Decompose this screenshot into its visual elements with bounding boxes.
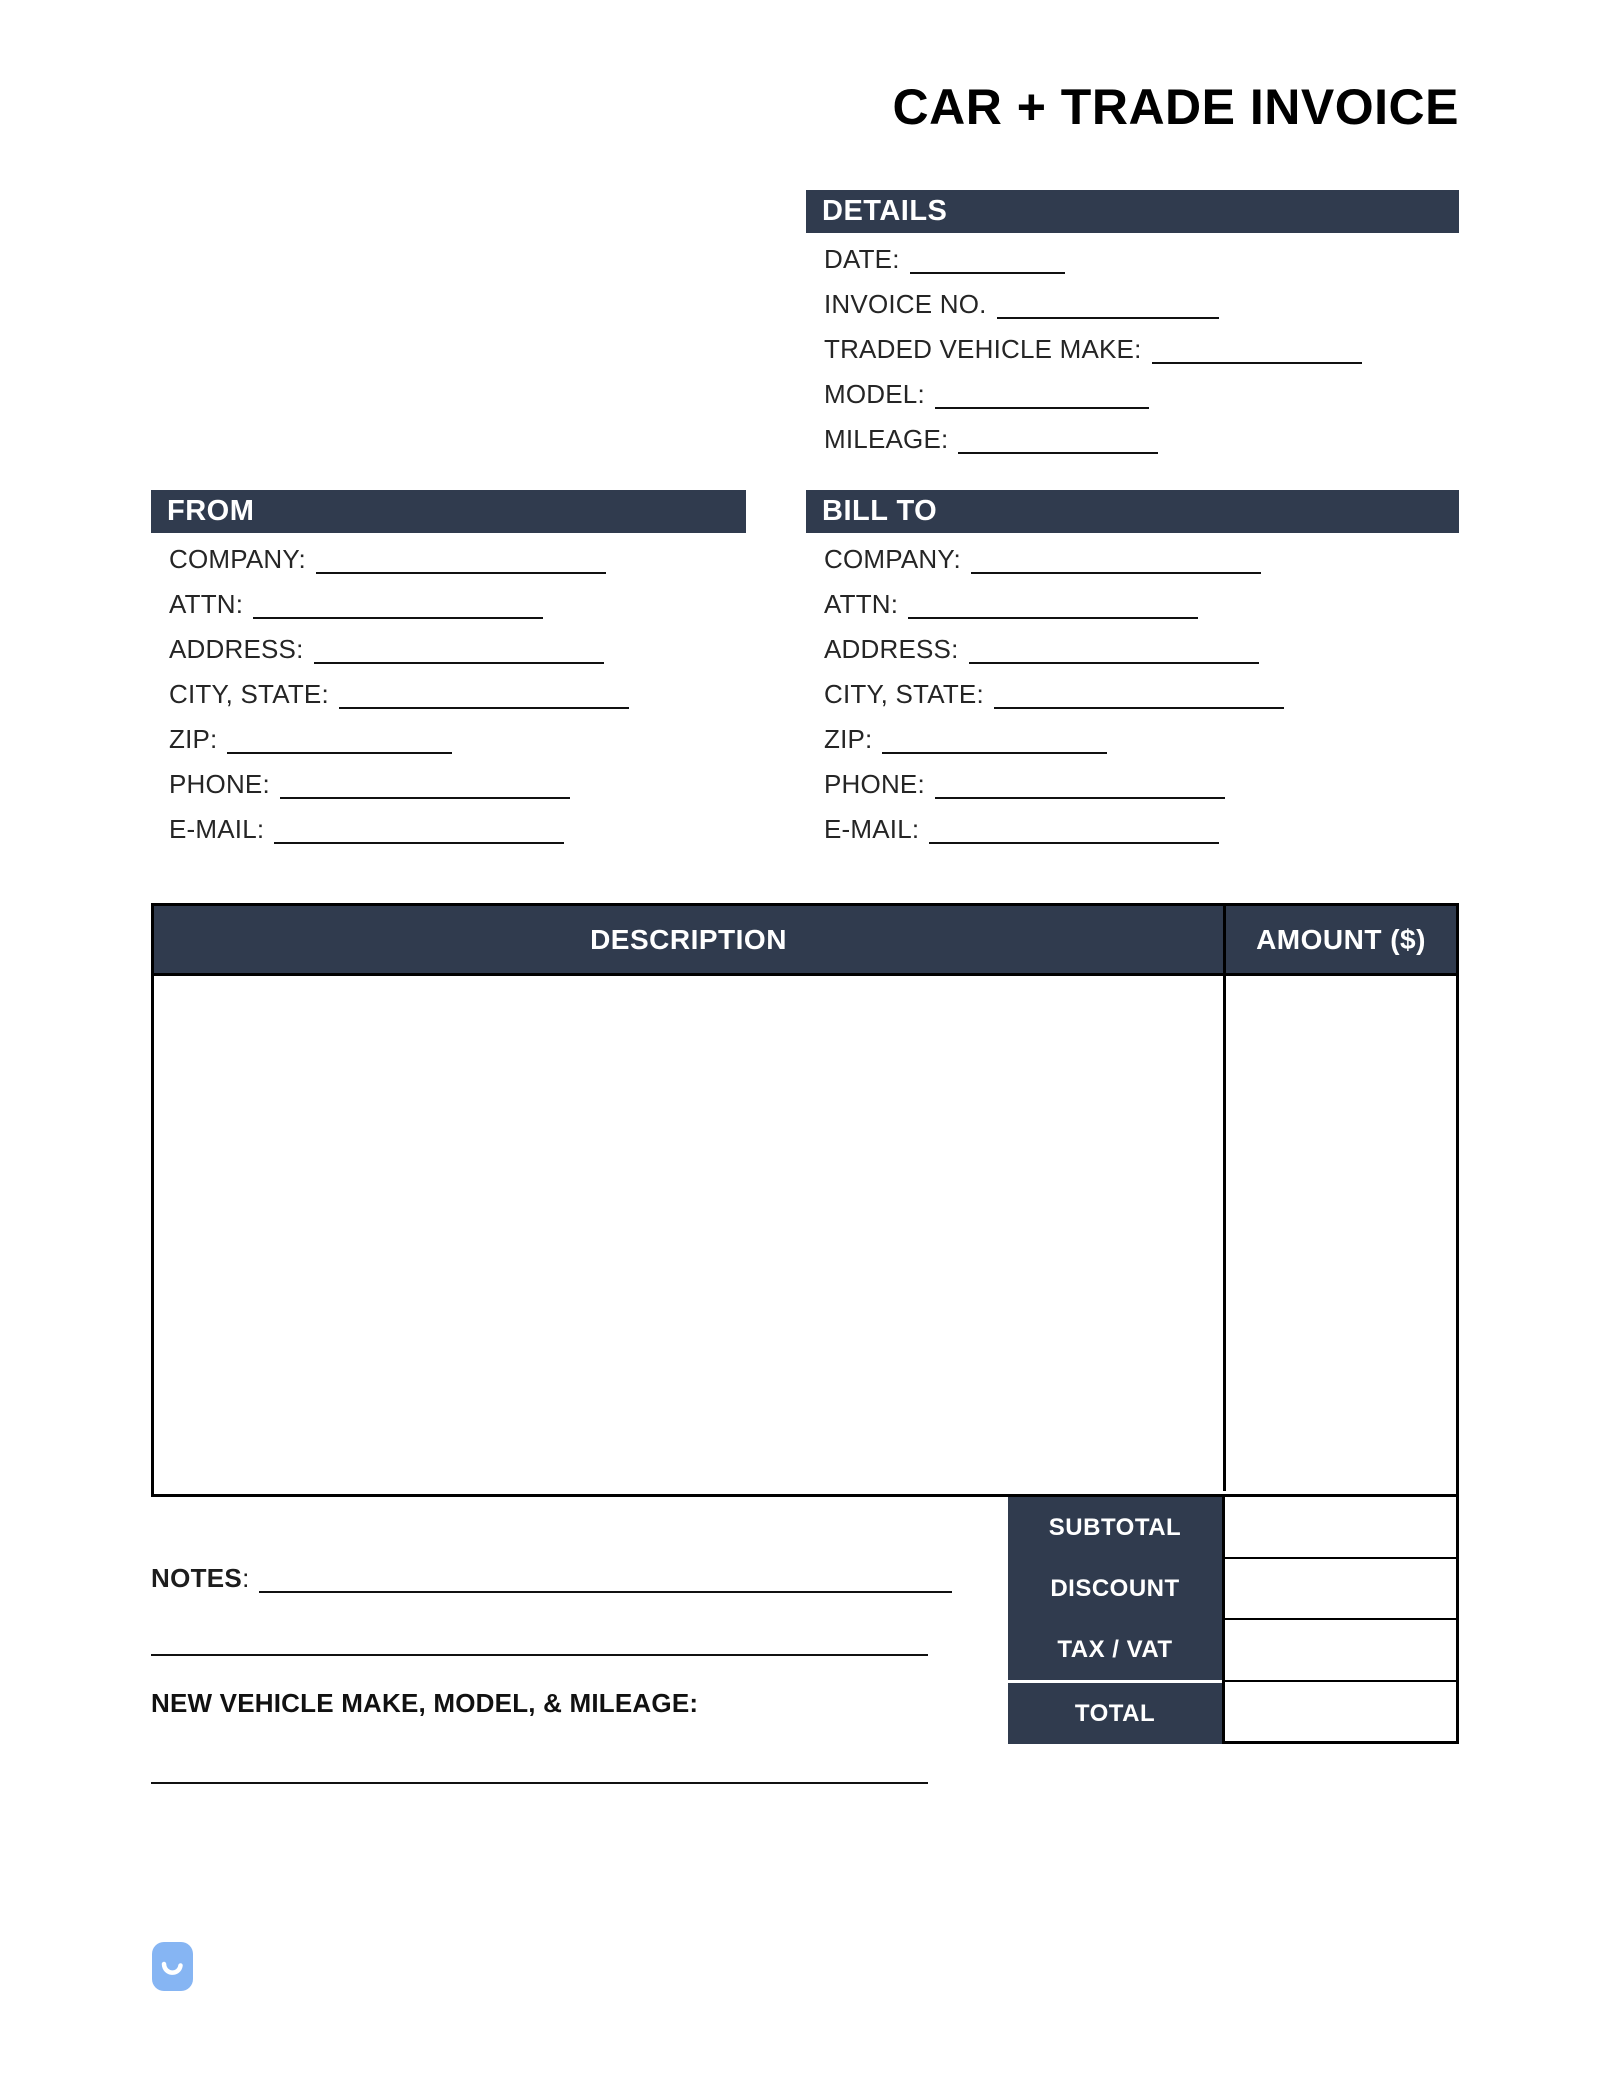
field-row-billto-city-state <box>824 671 1459 716</box>
details-fields <box>806 233 1459 461</box>
tax-vat-label: TAX / VAT <box>1057 1635 1173 1663</box>
mileage-input-line[interactable] <box>958 422 1158 454</box>
field-row-model <box>824 371 1459 416</box>
line-items-header-row <box>154 906 1456 976</box>
bill-to-section <box>806 490 1459 851</box>
subtotal-value-cell[interactable] <box>1225 1497 1456 1559</box>
field-label-mileage: MILEAGE: <box>824 424 949 454</box>
totals-label-group <box>1008 1497 1222 1680</box>
field-row-billto-email <box>824 806 1459 851</box>
smiley-logo-icon <box>152 1942 193 1991</box>
from-fields <box>151 533 746 851</box>
field-row-traded-vehicle-make <box>824 326 1459 371</box>
subtotal-label: SUBTOTAL <box>1048 1513 1182 1541</box>
field-label-billto-email: E-MAIL: <box>824 814 920 844</box>
from-attn-input-line[interactable] <box>253 587 543 619</box>
line-items-body <box>154 976 1456 1491</box>
from-city-state-input-line[interactable] <box>339 677 629 709</box>
field-row-date <box>824 236 1459 281</box>
totals-amounts <box>1222 1497 1459 1744</box>
new-vehicle-label: NEW VEHICLE MAKE, MODEL, & MILEAGE: <box>151 1688 699 1718</box>
notes-colon: : <box>242 1563 250 1593</box>
field-label-traded-vehicle-make: TRADED VEHICLE MAKE: <box>824 334 1142 364</box>
field-row-invoice-no <box>824 281 1459 326</box>
notes-input-line-1[interactable] <box>259 1561 952 1593</box>
notes-input-line-2[interactable] <box>151 1654 928 1656</box>
field-row-from-phone <box>169 761 746 806</box>
bill-to-section-header: BILL TO <box>806 490 1459 533</box>
from-section-header: FROM <box>151 490 746 533</box>
column-header-description: DESCRIPTION <box>590 923 787 955</box>
tax-vat-value-cell[interactable] <box>1225 1620 1456 1682</box>
total-value-cell[interactable] <box>1225 1682 1456 1742</box>
field-label-from-address: ADDRESS: <box>169 634 304 664</box>
from-email-input-line[interactable] <box>274 812 564 844</box>
field-row-mileage <box>824 416 1459 461</box>
billto-city-state-input-line[interactable] <box>994 677 1284 709</box>
field-label-billto-attn: ATTN: <box>824 589 899 619</box>
field-row-billto-attn <box>824 581 1459 626</box>
billto-address-input-line[interactable] <box>969 632 1259 664</box>
from-address-input-line[interactable] <box>314 632 604 664</box>
invoice-no-input-line[interactable] <box>997 287 1219 319</box>
from-company-input-line[interactable] <box>316 542 606 574</box>
field-label-invoice-no: INVOICE NO. <box>824 289 987 319</box>
field-label-billto-zip: ZIP: <box>824 724 873 754</box>
field-label-model: MODEL: <box>824 379 925 409</box>
billto-zip-input-line[interactable] <box>882 722 1107 754</box>
new-vehicle-input-line[interactable] <box>151 1782 928 1784</box>
field-label-date: DATE: <box>824 244 900 274</box>
discount-label: DISCOUNT <box>1050 1574 1180 1602</box>
from-zip-input-line[interactable] <box>227 722 452 754</box>
field-label-from-zip: ZIP: <box>169 724 218 754</box>
field-row-billto-company <box>824 536 1459 581</box>
bill-to-fields <box>806 533 1459 851</box>
billto-email-input-line[interactable] <box>929 812 1219 844</box>
billto-phone-input-line[interactable] <box>935 767 1225 799</box>
notes-row <box>151 1555 928 1600</box>
model-input-line[interactable] <box>935 377 1149 409</box>
details-section <box>806 190 1459 461</box>
field-label-from-company: COMPANY: <box>169 544 306 574</box>
field-label-billto-company: COMPANY: <box>824 544 961 574</box>
column-header-amount: AMOUNT ($) <box>1223 906 1456 973</box>
totals-labels <box>1008 1497 1222 1744</box>
smile-glyph <box>152 1942 193 1991</box>
field-row-billto-phone <box>824 761 1459 806</box>
field-label-billto-city-state: CITY, STATE: <box>824 679 984 709</box>
billto-attn-input-line[interactable] <box>908 587 1198 619</box>
field-row-from-attn <box>169 581 746 626</box>
field-label-from-phone: PHONE: <box>169 769 270 799</box>
field-row-billto-zip <box>824 716 1459 761</box>
field-row-from-company <box>169 536 746 581</box>
line-items-table <box>151 903 1459 1497</box>
field-label-from-email: E-MAIL: <box>169 814 265 844</box>
field-label-from-city-state: CITY, STATE: <box>169 679 329 709</box>
date-input-line[interactable] <box>910 242 1065 274</box>
field-row-from-address <box>169 626 746 671</box>
description-entry-area[interactable] <box>154 976 1223 1491</box>
amount-entry-area[interactable] <box>1223 976 1456 1491</box>
total-label: TOTAL <box>1008 1683 1222 1744</box>
page-title: CAR + TRADE INVOICE <box>892 79 1459 135</box>
from-phone-input-line[interactable] <box>280 767 570 799</box>
field-row-from-email <box>169 806 746 851</box>
field-row-from-city-state <box>169 671 746 716</box>
traded-vehicle-make-input-line[interactable] <box>1152 332 1362 364</box>
field-label-from-attn: ATTN: <box>169 589 244 619</box>
totals-section <box>1008 1497 1459 1744</box>
details-section-header: DETAILS <box>806 190 1459 233</box>
discount-value-cell[interactable] <box>1225 1559 1456 1621</box>
from-section <box>151 490 746 851</box>
field-row-billto-address <box>824 626 1459 671</box>
notes-label: NOTES <box>151 1563 243 1593</box>
billto-company-input-line[interactable] <box>971 542 1261 574</box>
field-label-billto-address: ADDRESS: <box>824 634 959 664</box>
field-label-billto-phone: PHONE: <box>824 769 925 799</box>
field-row-from-zip <box>169 716 746 761</box>
